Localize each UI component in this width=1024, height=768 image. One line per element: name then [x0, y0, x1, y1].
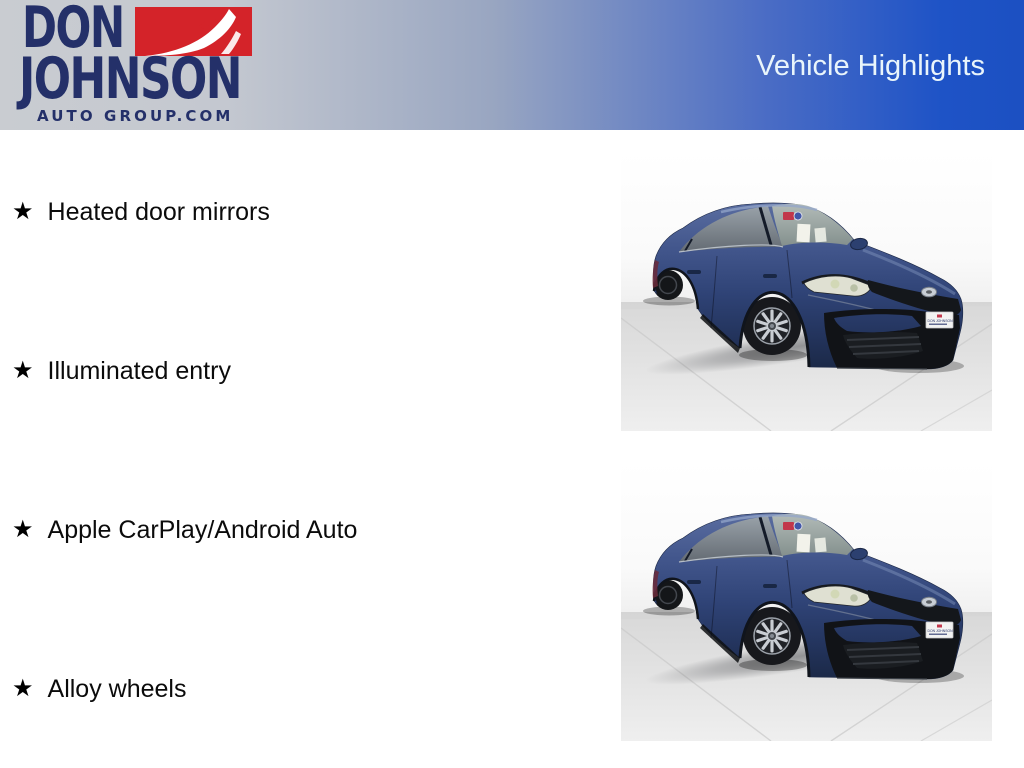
feature-item	[12, 515, 357, 545]
feature-label: Heated door mirrors	[47, 198, 270, 226]
star-icon: ★	[12, 357, 34, 384]
header-banner	[0, 0, 1024, 130]
vehicle-photo-2	[621, 462, 992, 741]
page-title: Vehicle Highlights	[756, 50, 985, 82]
vehicle-photo-1	[621, 152, 992, 431]
feature-label: Apple CarPlay/Android Auto	[47, 516, 358, 544]
feature-label: Illuminated entry	[47, 357, 231, 385]
feature-label: Alloy wheels	[47, 675, 187, 703]
feature-item	[12, 197, 270, 227]
feature-item	[12, 356, 231, 386]
dealer-logo	[19, 0, 260, 129]
logo-line1: DON	[22, 0, 124, 61]
logo-line2: JOHNSON	[19, 46, 241, 112]
logo-line3: AUTO GROUP.COM	[37, 107, 234, 125]
feature-item	[12, 674, 186, 704]
star-icon: ★	[12, 516, 34, 543]
star-icon: ★	[12, 198, 34, 225]
star-icon: ★	[12, 675, 34, 702]
